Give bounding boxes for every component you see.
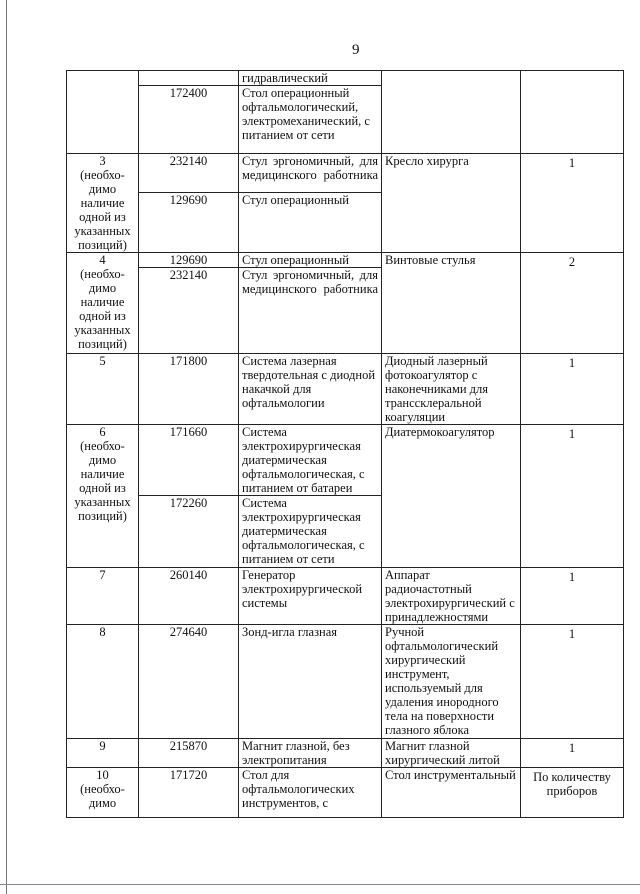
table-row <box>67 154 624 193</box>
code-cell: 129690 <box>139 193 239 253</box>
row-number-cell: 8 <box>67 625 139 739</box>
device-name-cell: Стол для офтальмологических инструментов, с <box>239 768 382 818</box>
page-edge-left <box>6 0 7 894</box>
device-name-cell: Стол операционный офтальмологический, электромеханический, с питанием от сети <box>239 86 382 154</box>
row-number-cell: 6 (необхо- димо наличие одной из указанных позиций) <box>67 425 139 568</box>
device-name-cell: Система электрохирургическая диатермическая офтальмологическая, с питанием от батареи <box>239 425 382 496</box>
equipment-item-cell: Диодный лазерный фотокоагулятор с наконечниками для транссклеральной коагуляции <box>382 354 521 425</box>
equipment-item-cell: Диатермокоагулятор <box>382 425 521 568</box>
code-cell: 171720 <box>139 768 239 818</box>
code-cell: 171660 <box>139 425 239 496</box>
table-row <box>67 625 624 739</box>
page-edge-bottom <box>0 884 640 885</box>
device-name-cell: Зонд-игла глазная <box>239 625 382 739</box>
quantity-cell: 1 <box>521 625 624 739</box>
code-cell: 215870 <box>139 739 239 768</box>
table-row <box>67 739 624 768</box>
quantity-cell: 1 <box>521 739 624 768</box>
device-name-cell: Система лазерная твердотельная с диодной накачкой для офтальмологии <box>239 354 382 425</box>
page-number: 9 <box>352 42 360 58</box>
code-cell: 172260 <box>139 496 239 568</box>
row-number-cell: 9 <box>67 739 139 768</box>
device-name-cell: Стул эргономичный, для медицинского работника <box>239 268 382 354</box>
quantity-cell: 1 <box>521 568 624 625</box>
equipment-item-cell: Винтовые стулья <box>382 253 521 354</box>
equipment-table <box>66 70 624 818</box>
code-cell <box>139 71 239 86</box>
row-number-cell: 3 (необхо- димо наличие одной из указанных позиций) <box>67 154 139 253</box>
device-name-cell: гидравлический <box>239 71 382 86</box>
device-name-cell: Система электрохирургическая диатермическая офтальмологическая, с питанием от сети <box>239 496 382 568</box>
table-row <box>67 253 624 268</box>
equipment-item-cell: Аппарат радиочастотный электрохирургический с принадлежностями <box>382 568 521 625</box>
quantity-cell: 1 <box>521 154 624 253</box>
row-number-cell: 10 (необхо- димо <box>67 768 139 818</box>
device-name-cell: Стул эргономичный, для медицинского работника <box>239 154 382 193</box>
table-row <box>67 568 624 625</box>
row-number-cell: 4 (необхо- димо наличие одной из указанных позиций) <box>67 253 139 354</box>
quantity-cell: 2 <box>521 253 624 354</box>
equipment-item-cell: Кресло хирурга <box>382 154 521 253</box>
equipment-item-cell: Ручной офтальмологический хирургический инструмент, используемый для удаления инородного тела на поверхности глазного яблока <box>382 625 521 739</box>
device-name-cell: Генератор электрохирургической системы <box>239 568 382 625</box>
table-row <box>67 71 624 86</box>
row-number-cell <box>67 71 139 154</box>
quantity-cell <box>521 71 624 154</box>
code-cell: 129690 <box>139 253 239 268</box>
code-cell: 274640 <box>139 625 239 739</box>
quantity-cell: По количеству приборов <box>521 768 624 818</box>
quantity-cell: 1 <box>521 354 624 425</box>
table-row <box>67 425 624 496</box>
code-cell: 172400 <box>139 86 239 154</box>
equipment-item-cell: Стол инструментальный <box>382 768 521 818</box>
device-name-cell: Стул операционный <box>239 253 382 268</box>
device-name-cell: Стул операционный <box>239 193 382 253</box>
table-row <box>67 768 624 818</box>
code-cell: 260140 <box>139 568 239 625</box>
equipment-item-cell <box>382 71 521 154</box>
row-number-cell: 7 <box>67 568 139 625</box>
quantity-cell: 1 <box>521 425 624 568</box>
code-cell: 232140 <box>139 154 239 193</box>
equipment-item-cell: Магнит глазной хирургический литой <box>382 739 521 768</box>
code-cell: 232140 <box>139 268 239 354</box>
table-row <box>67 354 624 425</box>
equipment-table-body <box>67 71 624 818</box>
code-cell: 171800 <box>139 354 239 425</box>
device-name-cell: Магнит глазной, без электропитания <box>239 739 382 768</box>
row-number-cell: 5 <box>67 354 139 425</box>
